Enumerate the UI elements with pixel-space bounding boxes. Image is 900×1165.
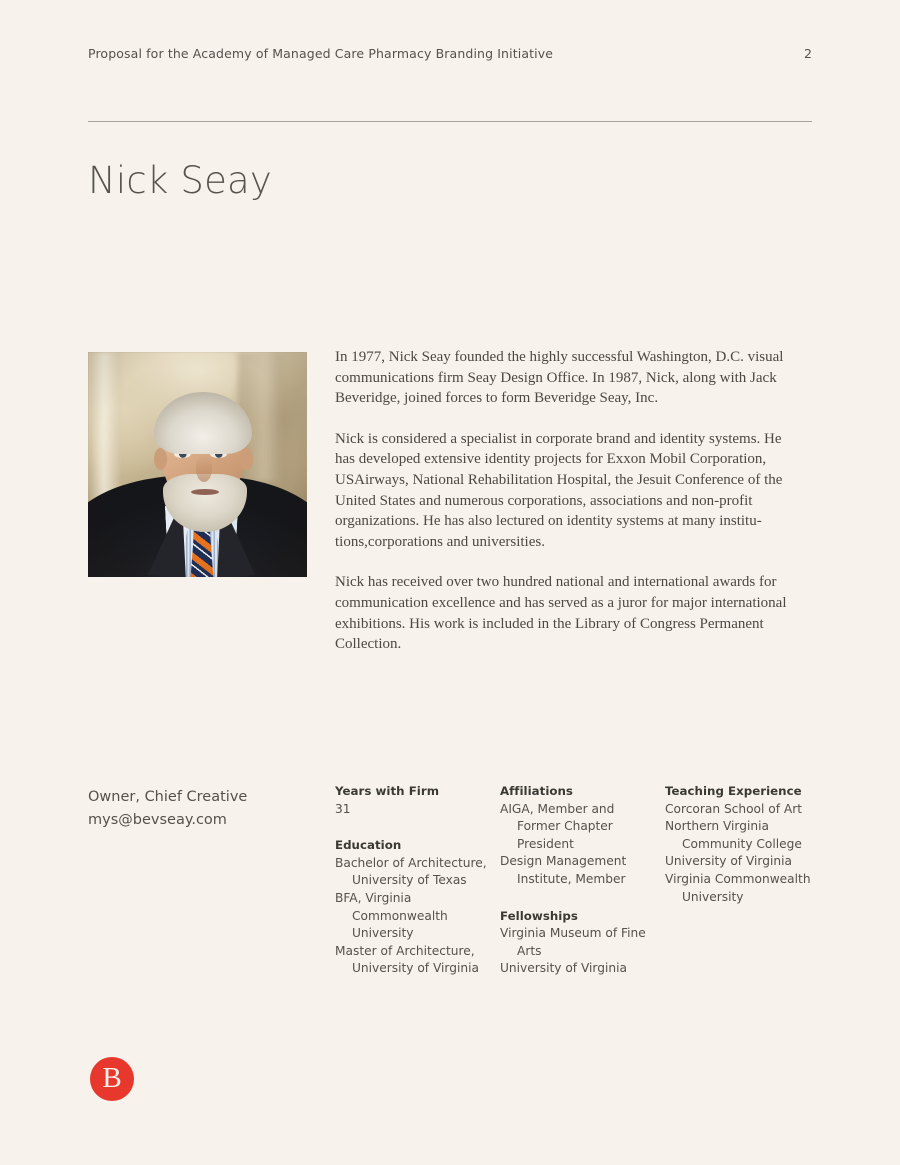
group-items — [500, 801, 665, 889]
list-item: Northern Virginia Community College — [665, 819, 802, 851]
list-item: Master of Architecture, University of Virginia — [335, 943, 479, 976]
contact-role: Owner, Chief Creative — [88, 789, 248, 805]
bio-paragraph: In 1977, Nick Seay founded the highly successful Washington, D.C. visual communications firm Seay Design Office. In 1987, Nick, along with Jack Beveridge, joined forces to form Beveridge Seay, Inc. — [335, 349, 784, 407]
beveridge-seay-logo — [90, 1057, 134, 1101]
contact-email[interactable]: mys@bevseay.com — [88, 812, 227, 828]
logo-letter: B — [102, 1061, 122, 1094]
credentials-group — [335, 837, 500, 978]
list-item: University of Virginia — [665, 854, 792, 869]
list-item: Bachelor of Architecture, University of Texas — [335, 855, 491, 888]
list-item: 31 — [335, 801, 351, 816]
group-title: Teaching Experience — [665, 784, 802, 798]
credentials-column — [500, 783, 665, 978]
header-divider — [88, 121, 812, 122]
bio-paragraph: Nick has received over two hundred national and international awards for communication excellence and has served as a juror for major international exhibitions. His work is included in the Library of Congress Permanent Collection. — [335, 574, 787, 653]
biography-text — [335, 347, 805, 655]
list-item: University of Virginia — [500, 961, 627, 976]
bio-paragraph: Nick is considered a specialist in corporate brand and identity systems. He has developed extensive identity projects for Exxon Mobil Corporation, USAirways, National Rehabilitation Hospital, the Jesuit Conference of the United States and numerous corporations, associations and non-profit organizations. He has also lectured on identity systems at many institu-tions,corporations and universities. — [335, 430, 783, 550]
credentials-column — [665, 783, 835, 978]
page-title: Nick Seay — [88, 158, 272, 202]
list-item: BFA, Virginia Commonwealth University — [335, 890, 452, 941]
group-items — [665, 801, 835, 907]
group-items — [500, 925, 665, 978]
credentials-group — [665, 783, 835, 906]
portrait-photo — [88, 352, 307, 577]
list-item: Virginia Commonwealth University — [665, 871, 815, 904]
photo-vignette — [88, 352, 307, 577]
list-item: AIGA, Member and Former Chapter President — [500, 801, 638, 851]
list-item: Corcoran School of Art — [665, 801, 803, 816]
list-item: Virginia Museum of Fine Arts — [500, 926, 650, 958]
credentials-group — [500, 783, 665, 889]
group-items — [335, 801, 500, 819]
running-head: Proposal for the Academy of Managed Care Pharmacy Branding Initiative — [88, 46, 554, 61]
credentials-group — [500, 908, 665, 978]
list-item: Design Management Institute, Member — [500, 854, 631, 886]
credentials-group — [335, 783, 500, 818]
group-title: Years with Firm — [335, 784, 440, 798]
page-number: 2 — [804, 46, 812, 61]
contact-block — [88, 786, 247, 832]
credentials-column — [335, 783, 500, 978]
group-items — [335, 855, 500, 978]
group-title: Affiliations — [500, 784, 573, 798]
credentials-columns — [335, 783, 835, 978]
group-title: Fellowships — [500, 908, 578, 923]
group-title: Education — [335, 838, 402, 853]
